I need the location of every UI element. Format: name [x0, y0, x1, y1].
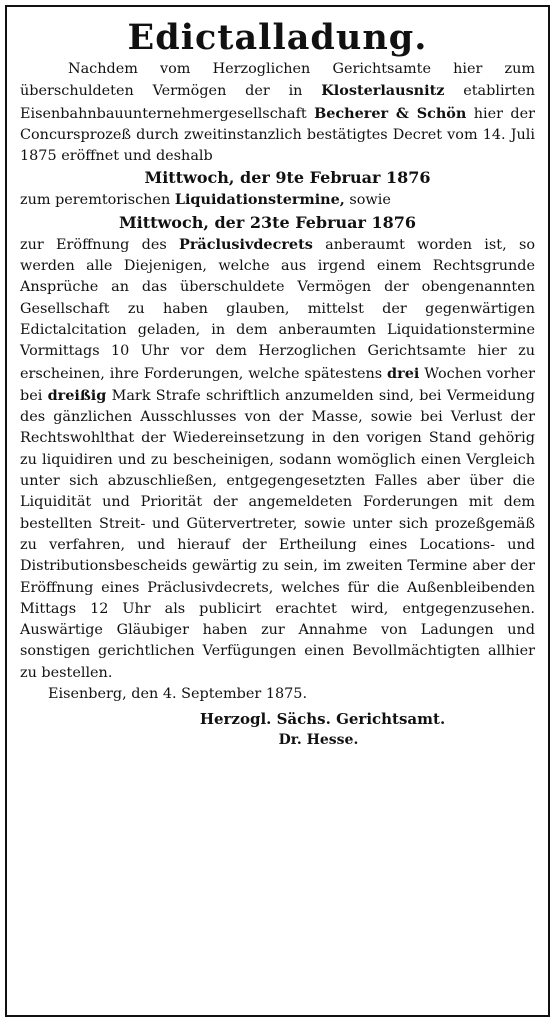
notice-frame — [5, 5, 550, 1017]
mid-text-2: sowie — [344, 192, 391, 209]
body-bold-3: dreißig — [47, 386, 107, 404]
place-date: Eisenberg, den 4. September 1875. — [48, 686, 308, 703]
intro-text-1: Nachdem vom Herzoglichen Gerichtsamte hier zum überschuldeten Vermögen der in — [20, 61, 535, 100]
body-bold-1: Präclusivdecrets — [179, 235, 313, 253]
intro-paragraph — [20, 59, 535, 167]
date-line-2: Mittwoch, der 23te Februar 1876 — [118, 212, 417, 232]
body-text-1: zur Eröffnung des — [20, 236, 180, 253]
mid-text-1: zum peremtorischen — [20, 192, 175, 209]
intro-text-2: etablirten Eisenbahnbauunternehmergesellschaft — [20, 83, 535, 122]
mid-paragraph — [20, 189, 535, 211]
signature: Herzogl. Sächs. Gerichtsamt. — [199, 710, 446, 729]
body-text-2: anberaumt worden ist, so werden alle Diejenigen, welche aus irgend einem Rechtsgrunde Ansprüche an das überschuldete Vermögen der obengenannten Gesellschaft zu haben glauben, mittelst der gegenwärtigen Edictalcitation geladen, in dem anberaumten Liquidationstermine Vormittags 10 Uhr vor dem Herzoglichen Gerichtsamte hier zu erscheinen, ihre Forderungen, welche spätestens — [20, 236, 535, 382]
signatory-name: Dr. Hesse. — [278, 732, 359, 749]
body-bold-2: drei — [387, 364, 420, 382]
intro-place: Klosterlausnitz — [321, 82, 445, 100]
date-line-1: Mittwoch, der 9te Februar 1876 — [144, 168, 431, 188]
body-text-3: Wochen vorher bei — [20, 365, 536, 404]
notice-title: Edictalladung. — [127, 17, 428, 58]
body-text-4: Mark Strafe schriftlich anzumelden sind, bei Vermeidung des gänzlichen Ausschlusses von der Masse, sowie bei Verlust der Rechtswohlthat der Wiedereinsetzung in den vorigen Stand gehörig zu liquidiren und zu bescheinigen, sodann womöglich einen Vergleich unter sich abzuschließen, entgegengesetzten Falles aber über die Liquidität und Priorität der angemeldeten Forderungen mit dem bestellten Streit- und Gütervertreter, sowie unter sich prozeßgemäß zu verfahren, und hierauf der Ertheilung eines Locations- und Distributionsbescheids gewärtig zu sein, im zweiten Termine aber der Eröffnung eines Präclusivdecrets, welches für die Außenbleibenden Mittags 12 Uhr als publicirt erachtet wird, entgegenzusehen. Auswärtige Gläubiger haben zur Annahme von Ladungen und sonstigen gerichtlichen Verfügungen einen Bevollmächtigten allhier zu bestellen. — [20, 387, 535, 681]
body-paragraph — [20, 234, 535, 684]
intro-text-3: hier der Concursprozeß durch zweitinstanzlich bestätigtes Decret vom 14. Juli 1875 eröffnet und deshalb — [20, 105, 535, 165]
intro-firm: Becherer & Schön — [314, 104, 467, 122]
mid-bold: Liquidationstermine, — [174, 191, 345, 209]
